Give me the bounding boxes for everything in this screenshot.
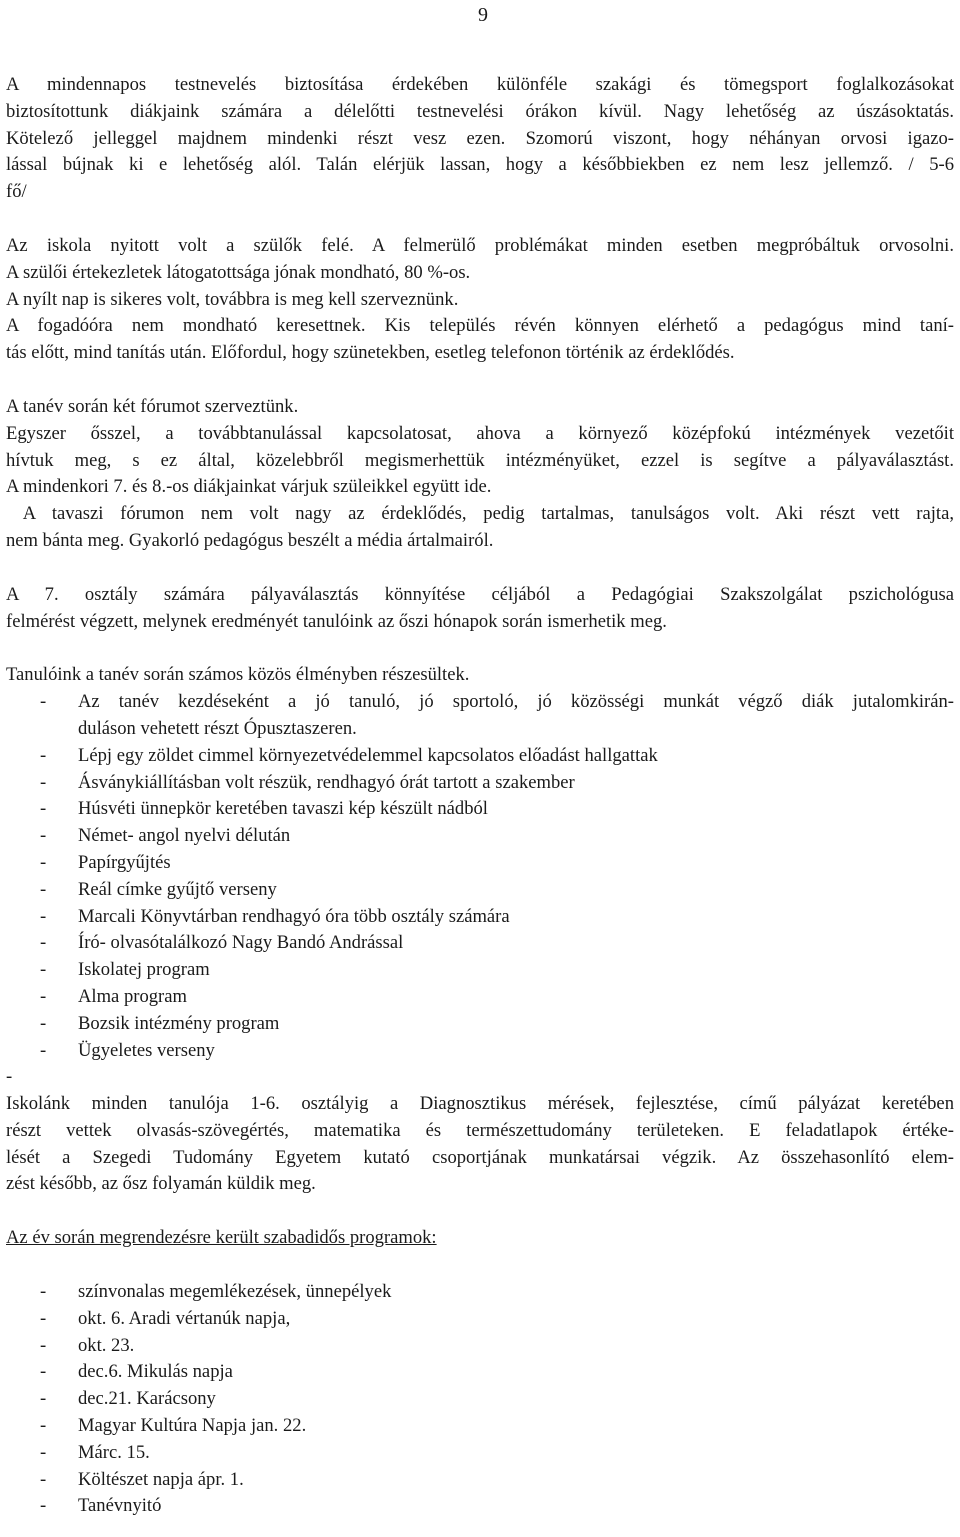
list-item: - dec.6. Mikulás napja [6,1359,954,1386]
text-line: felmérést végzett, melynek eredményét tanulóink az őszi hónapok során ismerhetik meg. [6,610,667,632]
dash-bullet: - [40,1039,47,1061]
list-item: - okt. 6. Aradi vértanúk napja, [6,1306,954,1333]
list-item: - Márc. 15. [6,1440,954,1467]
page-number: 9 [478,4,488,26]
dash-bullet: - [40,1441,47,1463]
experiences-intro: Tanulóink a tanév során számos közös élményben részesültek. [6,664,470,686]
list-item: - Író- olvasótalálkozó Nagy Bandó Andrással [6,930,954,957]
text-line: A szülői értekezletek látogatottsága jónak mondható, 80 %-os. [6,261,471,283]
text-line: tás előtt, mind tanítás után. Előfordul, hogy szünetekben, esetleg telefonon történik az érdeklődés. [6,342,735,364]
dash-bullet: - [40,1307,47,1329]
list-item: - Marcali Könyvtárban rendhagyó óra több osztály számára [6,904,954,931]
dash-bullet: - [40,878,47,900]
text-line: biztosítottunk diákjaink számára a délelőtti testnevelési órákon kívül. Nagy lehetőség az úszásoktatás. [6,100,954,122]
dash-bullet: - [40,851,47,873]
text-line: nem bánta meg. Gyakorló pedagógus beszélt a média ártalmairól. [6,529,494,551]
paragraph-physical-education [6,72,954,206]
dash-bullet: - [40,744,47,766]
paragraph-diagnostics [6,1091,954,1198]
list-item: - dec.21. Karácsony [6,1386,954,1413]
text-line: A tavaszi fórumon nem volt nagy az érdeklődés, pedig tartalmas, tanulságos volt. Aki részt vett rajta, [6,503,954,525]
text-line: Egyszer ősszel, a továbbtanulással kapcsolatosat, ahova a környező középfokú intézmények vezetőit [6,422,954,444]
text-line: zést később, az ősz folyamán küldik meg. [6,1173,316,1195]
dash-bullet: - [40,1495,47,1517]
text-line: A nyílt nap is sikeres volt, továbbra is meg kell szerveznünk. [6,288,459,310]
dash-bullet: - [40,905,47,927]
list-item: - Alma program [6,984,954,1011]
list-item: - Költészet napja ápr. 1. [6,1467,954,1494]
list-item: - Reál címke gyűjtő verseny [6,877,954,904]
text-line: A fogadóóra nem mondható keresettnek. Kis település révén könnyen elérhető a pedagógus mind taní- [6,315,954,337]
list-item: - Lépj egy zöldet cimmel környezetvédelemmel kapcsolatos előadást hallgattak [6,743,954,770]
dash-bullet: - [40,985,47,1007]
list-item: - Iskolatej program [6,957,954,984]
dash-bullet: - [40,1361,47,1383]
paragraph-career-guidance [6,582,954,636]
dash-bullet: - [40,959,47,981]
text-line: A 7. osztály számára pályaválasztás könnyítése céljából a Pedagógiai Szakszolgálat pszichológusa [6,583,954,605]
dash-bullet: - [40,1281,47,1303]
list-item: - színvonalas megemlékezések, ünnepélyek [6,1279,954,1306]
list-item: - okt. 23. [6,1333,954,1360]
programs-heading: Az év során megrendezésre került szabadidős programok: [6,1227,437,1249]
dash-bullet: - [40,1415,47,1437]
dash-bullet: - [40,1012,47,1034]
dash-bullet: - [40,1468,47,1490]
list-item: - Tanévnyitó [6,1493,954,1520]
text-line: lését a Szegedi Tudomány Egyetem kutató csoportjának munkatársai végzik. Az összehasonlító elem- [6,1146,954,1168]
dash-bullet: - [40,932,47,954]
dash-bullet: - [6,1066,13,1088]
page-body [6,72,954,1520]
list-item [6,1064,954,1091]
dash-bullet: - [40,691,47,713]
experiences-list [6,689,954,1091]
list-item: - Magyar Kultúra Napja jan. 22. [6,1413,954,1440]
dash-bullet: - [40,825,47,847]
text-line: Iskolánk minden tanulója 1-6. osztályig a Diagnosztikus mérések, fejlesztése, című pályázat keretében [6,1093,954,1115]
programs-list [6,1279,954,1520]
list-item: - Húsvéti ünnepkör keretében tavaszi kép készült nádból [6,796,954,823]
list-item: - Német- angol nyelvi délután [6,823,954,850]
list-item: - Papírgyűjtés [6,850,954,877]
text-line: A tanév során két fórumot szerveztünk. [6,395,299,417]
paragraph-parents [6,233,954,367]
dash-bullet: - [40,1388,47,1410]
dash-bullet: - [40,798,47,820]
text-line: hívtuk meg, s ez által, közelebbről megismerhettük intézményüket, ezzel is segítve a pályaválasztást. [6,449,954,471]
text-line: Az iskola nyitott volt a szülők felé. A felmerülő problémákat minden esetben megpróbáltuk orvosolni. [6,234,954,256]
text-line: részt vettek olvasás-szövegértés, matematika és természettudomány területeken. E feladatlapok értéke- [6,1119,954,1141]
dash-bullet: - [40,1334,47,1356]
text-line: Kötelező jelleggel majdnem mindenki részt vesz ezen. Szomorú viszont, hogy néhányan orvosi igazo- [6,127,954,149]
text-line: fő/ [6,181,27,203]
text-line: A mindennapos testnevelés biztosítása érdekében különféle szakági és tömegsport foglalkozásokat [6,74,954,95]
list-item: - Ásványkiállításban volt részük, rendhagyó órát tartott a szakember [6,770,954,797]
list-item: - Bozsik intézmény program [6,1011,954,1038]
text-line: A mindenkori 7. és 8.-os diákjainkat várjuk szüleikkel együtt ide. [6,476,492,498]
text-line: lással bújnak ki e lehetőség alól. Talán elérjük lassan, hogy a későbbiekben ez nem lesz jellemző. / 5-6 [6,154,954,176]
dash-bullet: - [40,771,47,793]
list-item: - Ügyeletes verseny [6,1038,954,1065]
list-item: - Az tanév kezdéseként a jó tanuló, jó sportoló, jó közösségi munkát végző diák jutalomkirán- duláson vehetett részt Ópusztaszeren. [40,691,954,739]
paragraph-forums [6,394,954,555]
